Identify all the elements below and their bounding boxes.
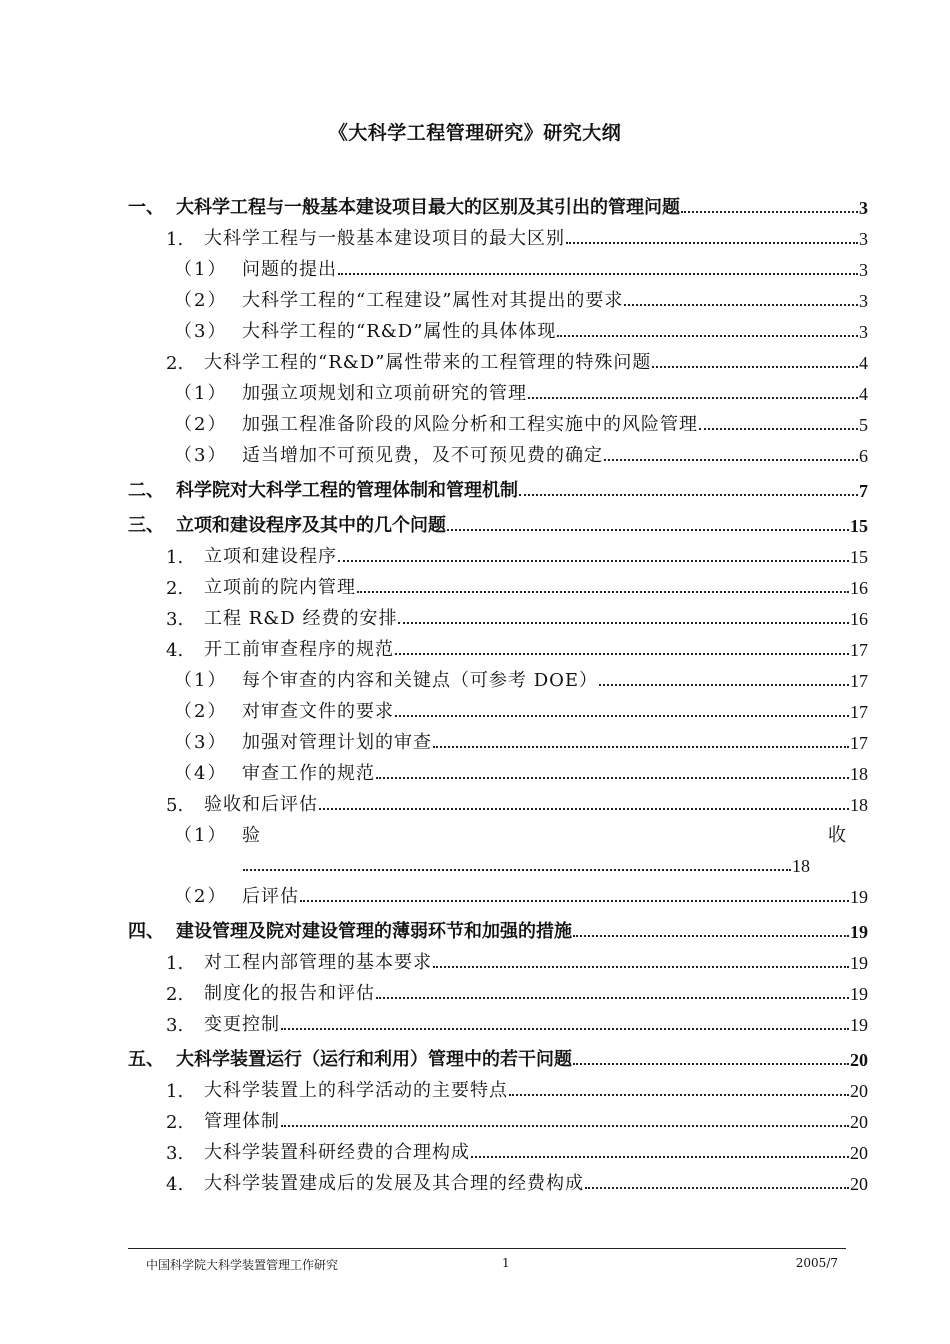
dot-leader xyxy=(585,1186,849,1189)
toc-section[interactable] xyxy=(128,974,868,1005)
toc-entry-title: 大科学装置科研经费的合理构成 xyxy=(204,1142,470,1163)
toc-entry-title: 后评估 xyxy=(242,886,299,907)
toc-entry-page: 4 xyxy=(859,384,868,404)
toc-entry-page: 20 xyxy=(850,1050,868,1070)
toc-entry-title-end: 收 xyxy=(828,825,846,846)
toc-entry-number: （2） xyxy=(174,290,228,311)
dot-leader xyxy=(319,807,849,810)
toc-entry-page: 19 xyxy=(850,922,868,942)
toc-subsection[interactable] xyxy=(128,436,868,467)
toc-entry-page: 20 xyxy=(850,1081,868,1101)
toc-entry-title: 大科学工程与一般基本建设项目的最大区别 xyxy=(204,228,565,249)
toc-entry-page: 6 xyxy=(859,446,868,466)
toc-entry-number: 五、 xyxy=(128,1049,164,1070)
toc-entry-page: 7 xyxy=(859,481,868,501)
toc-subsection[interactable] xyxy=(128,281,868,312)
dot-leader xyxy=(566,241,858,244)
footer-date: 2005/7 xyxy=(795,1256,838,1270)
toc-entry-page: 3 xyxy=(859,322,868,342)
toc-entry-page: 18 xyxy=(792,856,810,876)
toc-section[interactable] xyxy=(128,343,868,374)
dot-leader xyxy=(300,899,849,902)
toc-entry-number: 5. xyxy=(166,795,184,816)
dot-leader xyxy=(652,365,858,368)
dot-leader xyxy=(573,934,849,937)
toc-entry-title: 加强对管理计划的审查 xyxy=(242,732,432,753)
toc-entry-number: 2. xyxy=(166,1112,184,1133)
dot-leader xyxy=(528,396,858,399)
table-of-contents xyxy=(128,186,868,1195)
toc-entry-title: 大科学工程与一般基本建设项目最大的区别及其引出的管理问题 xyxy=(176,197,680,218)
toc-entry-title: 大科学工程的“R&D”属性带来的工程管理的特殊问题 xyxy=(204,352,652,373)
toc-subsection[interactable] xyxy=(128,405,868,436)
toc-entry-number: 3. xyxy=(166,609,184,630)
toc-section[interactable] xyxy=(128,1005,868,1036)
dot-leader xyxy=(557,334,858,337)
dot-leader xyxy=(376,996,849,999)
toc-entry-title: 大科学装置上的科学活动的主要特点 xyxy=(204,1080,508,1101)
toc-entry-title: 每个审查的内容和关键点（可参考 DOE） xyxy=(242,670,599,691)
toc-entry-page: 17 xyxy=(850,733,868,753)
toc-entry-number: 4. xyxy=(166,640,184,661)
toc-entry-page: 15 xyxy=(850,516,868,536)
toc-entry-title: 立项和建设程序 xyxy=(204,546,337,567)
toc-entry-page: 3 xyxy=(859,198,868,218)
dot-leader xyxy=(573,1062,849,1065)
toc-chapter[interactable] xyxy=(128,186,868,219)
toc-entry-page: 17 xyxy=(850,671,868,691)
dot-leader xyxy=(281,1027,849,1030)
toc-chapter[interactable] xyxy=(128,910,868,943)
toc-entry-page: 18 xyxy=(850,764,868,784)
dot-leader xyxy=(604,458,858,461)
dot-leader xyxy=(509,1093,849,1096)
toc-entry-number: 3. xyxy=(166,1143,184,1164)
toc-entry-number: 3. xyxy=(166,1015,184,1036)
toc-section[interactable] xyxy=(128,943,868,974)
toc-entry-number: 1. xyxy=(166,953,184,974)
toc-section[interactable] xyxy=(128,568,868,599)
toc-entry-title: 大科学工程的“工程建设”属性对其提出的要求 xyxy=(242,290,624,311)
dot-leader xyxy=(699,427,858,430)
toc-entry-title: 适当增加不可预见费，及不可预见费的确定 xyxy=(242,445,603,466)
toc-entry-title: 大科学装置建成后的发展及其合理的经费构成 xyxy=(204,1173,584,1194)
dot-leader xyxy=(357,590,849,593)
toc-entry-page: 20 xyxy=(850,1143,868,1163)
toc-entry[interactable] xyxy=(128,816,868,847)
toc-entry-number: 2. xyxy=(166,578,184,599)
footer-divider xyxy=(128,1248,846,1249)
toc-entry-number: （1） xyxy=(174,383,228,404)
toc-entry-page: 4 xyxy=(859,353,868,373)
toc-entry-title: 大科学工程的“R&D”属性的具体体现 xyxy=(242,321,557,342)
toc-entry-number: （3） xyxy=(174,732,228,753)
toc-entry-number: （3） xyxy=(174,445,228,466)
dot-leader xyxy=(395,652,849,655)
dot-leader xyxy=(624,303,858,306)
toc-entry-page: 3 xyxy=(859,260,868,280)
toc-entry-title: 开工前审查程序的规范 xyxy=(204,639,394,660)
dot-leader xyxy=(376,776,849,779)
toc-entry-number: 4. xyxy=(166,1174,184,1195)
toc-entry-title: 制度化的报告和评估 xyxy=(204,983,375,1004)
toc-entry-number: 四、 xyxy=(128,921,164,942)
toc-section[interactable] xyxy=(128,1071,868,1102)
toc-entry-number: （2） xyxy=(174,414,228,435)
toc-entry-page: 17 xyxy=(850,640,868,660)
dot-leader xyxy=(243,868,791,871)
toc-subsection[interactable] xyxy=(128,661,868,692)
dot-leader xyxy=(447,528,849,531)
toc-entry-title: 验收和后评估 xyxy=(204,794,318,815)
toc-entry-page: 16 xyxy=(850,609,868,629)
toc-entry-number: 三、 xyxy=(128,515,164,536)
toc-subsection[interactable] xyxy=(128,692,868,723)
toc-entry-number: 2. xyxy=(166,353,184,374)
toc-section[interactable] xyxy=(128,1102,868,1133)
toc-subsection[interactable] xyxy=(128,312,868,343)
toc-entry-page: 20 xyxy=(850,1112,868,1132)
toc-entry-number: 1. xyxy=(166,229,184,250)
dot-leader xyxy=(281,1124,849,1127)
toc-entry-continuation[interactable] xyxy=(128,847,868,877)
toc-entry-number: （4） xyxy=(174,763,228,784)
toc-entry-page: 19 xyxy=(850,887,868,907)
toc-entry-page: 16 xyxy=(850,578,868,598)
toc-entry-page: 5 xyxy=(859,415,868,435)
toc-section[interactable] xyxy=(128,1133,868,1164)
toc-entry-page: 20 xyxy=(850,1174,868,1194)
dot-leader xyxy=(471,1155,849,1158)
toc-section[interactable] xyxy=(128,219,868,250)
toc-entry-number: （1） xyxy=(174,670,228,691)
toc-entry-title: 变更控制 xyxy=(204,1014,280,1035)
toc-subsection[interactable] xyxy=(128,877,868,908)
toc-entry-page: 3 xyxy=(859,291,868,311)
toc-entry-page: 19 xyxy=(850,1015,868,1035)
footer-page-number: 1 xyxy=(502,1256,510,1270)
toc-section[interactable] xyxy=(128,630,868,661)
toc-entry-title: 科学院对大科学工程的管理体制和管理机制 xyxy=(176,480,518,501)
toc-entry-title: 立项和建设程序及其中的几个问题 xyxy=(176,515,446,536)
dot-leader xyxy=(433,965,849,968)
toc-entry-title: 问题的提出 xyxy=(242,259,337,280)
toc-entry-number: 1. xyxy=(166,547,184,568)
toc-section[interactable] xyxy=(128,1164,868,1195)
footer-publication-title: 中国科学院大科学装置管理工作研究 xyxy=(146,1258,339,1272)
toc-entry-title: 验 xyxy=(242,825,260,846)
toc-chapter[interactable] xyxy=(128,504,868,537)
dot-leader xyxy=(519,493,858,496)
toc-entry-title: 大科学装置运行（运行和利用）管理中的若干问题 xyxy=(176,1049,572,1070)
toc-entry-page: 3 xyxy=(859,229,868,249)
toc-entry-number: 二、 xyxy=(128,480,164,501)
toc-chapter[interactable] xyxy=(128,469,868,502)
toc-entry-title: 加强工程准备阶段的风险分析和工程实施中的风险管理 xyxy=(242,414,698,435)
toc-entry-number: 2. xyxy=(166,984,184,1005)
toc-entry-number: （2） xyxy=(174,701,228,722)
toc-entry-page: 15 xyxy=(850,547,868,567)
toc-entry-number: 1. xyxy=(166,1081,184,1102)
toc-entry-title: 对工程内部管理的基本要求 xyxy=(204,952,432,973)
toc-entry-number: （1） xyxy=(174,259,228,280)
dot-leader xyxy=(681,210,858,213)
toc-section[interactable] xyxy=(128,599,868,630)
dot-leader xyxy=(433,745,849,748)
toc-subsection[interactable] xyxy=(128,754,868,785)
dot-leader xyxy=(599,683,849,686)
toc-entry-number: （2） xyxy=(174,886,228,907)
toc-entry-page: 19 xyxy=(850,953,868,973)
toc-entry-title: 立项前的院内管理 xyxy=(204,577,356,598)
dot-leader xyxy=(398,621,849,624)
toc-entry-title: 管理体制 xyxy=(204,1111,280,1132)
toc-section[interactable] xyxy=(128,537,868,568)
toc-entry-page: 17 xyxy=(850,702,868,722)
toc-entry-title: 工程 R&D 经费的安排 xyxy=(204,608,398,629)
toc-entry-number: 一、 xyxy=(128,197,164,218)
toc-entry-page: 19 xyxy=(850,984,868,1004)
toc-subsection[interactable] xyxy=(128,250,868,281)
dot-leader xyxy=(338,559,849,562)
toc-entry-title: 审查工作的规范 xyxy=(242,763,375,784)
toc-chapter[interactable] xyxy=(128,1038,868,1071)
toc-entry-page: 18 xyxy=(850,795,868,815)
toc-section[interactable] xyxy=(128,785,868,816)
dot-leader xyxy=(338,272,858,275)
dot-leader xyxy=(395,714,849,717)
toc-entry-title: 建设管理及院对建设管理的薄弱环节和加强的措施 xyxy=(176,921,572,942)
toc-entry-number: （3） xyxy=(174,321,228,342)
toc-entry-number: （1） xyxy=(174,825,228,846)
toc-entry-title: 加强立项规划和立项前研究的管理 xyxy=(242,383,527,404)
toc-subsection[interactable] xyxy=(128,374,868,405)
toc-entry-title: 对审查文件的要求 xyxy=(242,701,394,722)
toc-subsection[interactable] xyxy=(128,723,868,754)
document-title: 《大科学工程管理研究》研究大纲 xyxy=(328,122,622,144)
